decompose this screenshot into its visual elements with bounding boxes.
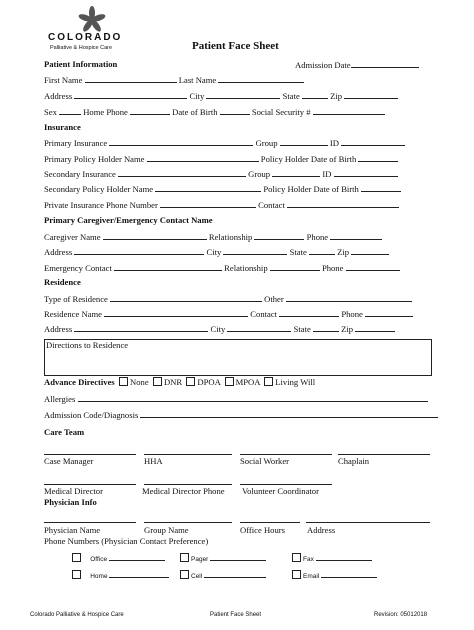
residence-phone-field[interactable] (365, 308, 413, 317)
residence-zip-label: Zip (341, 324, 354, 334)
caregiver-heading: Primary Caregiver/Emergency Contact Name (44, 215, 213, 225)
caregiver-relationship-label: Relationship (208, 232, 253, 242)
home-field[interactable] (109, 571, 169, 578)
directive-none-label: None (130, 377, 149, 387)
private-phone-label: Private Insurance Phone Number (44, 200, 158, 210)
cell-checkbox[interactable] (180, 570, 189, 579)
directive-mpoa-label: MPOA (235, 377, 260, 387)
residence-state-field[interactable] (313, 323, 339, 332)
residence-phone-label: Phone (341, 309, 363, 319)
sex-label: Sex (44, 107, 57, 117)
address-field[interactable] (74, 90, 187, 99)
primary-holder-field[interactable] (147, 153, 259, 162)
email-label: Email (303, 573, 320, 580)
directive-dpoa-label: DPOA (197, 377, 221, 387)
allergies-field[interactable] (78, 393, 428, 402)
primary-insurance-field[interactable] (109, 137, 253, 146)
home-checkbox[interactable] (72, 570, 81, 579)
emergency-contact-label: Emergency Contact (44, 263, 112, 273)
case-manager-label: Case Manager (44, 456, 94, 466)
residence-city-label: City (210, 324, 226, 334)
last-name-label: Last Name (178, 75, 217, 85)
secondary-id-label: ID (322, 169, 332, 179)
directive-none-checkbox[interactable] (119, 377, 128, 386)
dob-field[interactable] (220, 106, 250, 115)
chaplain-label: Chaplain (338, 456, 370, 466)
caregiver-city-label: City (206, 247, 222, 257)
page-title: Patient Face Sheet (192, 40, 279, 52)
ssn-label: Social Security # (251, 107, 311, 117)
residence-city-field[interactable] (227, 323, 291, 332)
group-name-label: Group Name (144, 525, 189, 535)
directive-dpoa-checkbox[interactable] (186, 377, 195, 386)
caregiver-phone-field[interactable] (330, 231, 382, 240)
first-name-field[interactable] (85, 74, 177, 83)
caregiver-name-field[interactable] (103, 231, 207, 240)
private-phone-field[interactable] (160, 199, 256, 208)
office-label: Office (90, 556, 108, 563)
residence-heading: Residence (44, 277, 81, 287)
directions-label: Directions to Residence (46, 340, 129, 350)
logo-word: COLORADO (48, 32, 123, 43)
secondary-group-field[interactable] (272, 168, 320, 177)
physician-address-label: Address (307, 525, 336, 535)
sex-field[interactable] (59, 106, 81, 115)
holder-dob-field[interactable] (358, 153, 398, 162)
chaplain-field[interactable] (338, 453, 430, 455)
physician-name-label: Physician Name (44, 525, 101, 535)
fax-field[interactable] (316, 554, 372, 561)
caregiver-zip-label: Zip (337, 247, 350, 257)
insurance-contact-field[interactable] (287, 199, 399, 208)
city-field[interactable] (206, 90, 280, 99)
residence-name-label: Residence Name (44, 309, 102, 319)
primary-id-field[interactable] (341, 137, 405, 146)
last-name-field[interactable] (218, 74, 304, 83)
secondary-insurance-label: Secondary Insurance (44, 169, 116, 179)
residence-type-label: Type of Residence (44, 294, 108, 304)
caregiver-address-label: Address (44, 247, 73, 257)
residence-contact-field[interactable] (279, 308, 339, 317)
volunteer-coordinator-field[interactable] (240, 483, 332, 485)
emergency-phone-field[interactable] (346, 262, 400, 271)
directive-living-will-checkbox[interactable] (264, 377, 273, 386)
residence-other-field[interactable] (286, 293, 412, 302)
secondary-holder-dob-label: Policy Holder Date of Birth (263, 184, 359, 194)
admission-code-field[interactable] (140, 409, 438, 418)
residence-zip-field[interactable] (355, 323, 395, 332)
cell-label: Cell (191, 573, 203, 580)
star-flower-icon (77, 6, 107, 32)
secondary-insurance-field[interactable] (118, 168, 246, 177)
residence-address-label: Address (44, 324, 73, 334)
state-field[interactable] (302, 90, 328, 99)
advance-directives-label: Advance Directives (44, 377, 115, 387)
residence-state-label: State (293, 324, 311, 334)
fax-checkbox[interactable] (292, 553, 301, 562)
office-hours-field[interactable] (240, 521, 300, 523)
secondary-holder-field[interactable] (155, 183, 261, 192)
volunteer-coordinator-label: Volunteer Coordinator (242, 486, 319, 496)
phone-numbers-label: Phone Numbers (Physician Contact Preference) (44, 536, 209, 546)
primary-id-label: ID (329, 138, 339, 148)
primary-holder-label: Primary Policy Holder Name (44, 154, 145, 164)
pager-checkbox[interactable] (180, 553, 189, 562)
caregiver-state-field[interactable] (309, 246, 335, 255)
allergies-label: Allergies (44, 394, 76, 404)
residence-name-field[interactable] (104, 308, 248, 317)
footer-center: Patient Face Sheet (210, 612, 262, 618)
state-label: State (282, 91, 300, 101)
directive-dnr-checkbox[interactable] (153, 377, 162, 386)
office-hours-label: Office Hours (240, 525, 285, 535)
residence-contact-label: Contact (250, 309, 278, 319)
office-checkbox[interactable] (72, 553, 81, 562)
holder-dob-label: Policy Holder Date of Birth (260, 154, 357, 164)
medical-director-phone-field[interactable] (144, 483, 232, 485)
caregiver-zip-field[interactable] (351, 246, 389, 255)
address-label: Address (44, 91, 73, 101)
hha-label: HHA (144, 456, 163, 466)
social-worker-field[interactable] (240, 453, 332, 455)
primary-group-field[interactable] (280, 137, 328, 146)
medical-director-phone-label: Medical Director Phone (142, 486, 225, 496)
home-phone-label: Home Phone (83, 107, 128, 117)
caregiver-name-label: Caregiver Name (44, 232, 101, 242)
admission-code-label: Admission Code/Diagnosis (44, 410, 139, 420)
care-team-heading: Care Team (44, 427, 85, 437)
fax-label: Fax (303, 556, 314, 563)
secondary-holder-dob-field[interactable] (361, 183, 401, 192)
logo (44, 6, 140, 54)
zip-label: Zip (330, 91, 343, 101)
office-field[interactable] (109, 554, 165, 561)
primary-group-label: Group (255, 138, 278, 148)
insurance-contact-label: Contact (258, 200, 285, 210)
city-label: City (189, 91, 205, 101)
directive-living-will-label: Living Will (275, 377, 316, 387)
medical-director-label: Medical Director (44, 486, 103, 496)
group-name-field[interactable] (144, 521, 232, 523)
patient-heading: Patient Information (44, 59, 118, 69)
zip-field[interactable] (344, 90, 398, 99)
email-checkbox[interactable] (292, 570, 301, 579)
admission-date-label: Admission Date (295, 60, 351, 70)
caregiver-address-field[interactable] (74, 246, 204, 255)
physician-name-field[interactable] (44, 521, 136, 523)
caregiver-state-label: State (289, 247, 307, 257)
emergency-relationship-field[interactable] (270, 262, 320, 271)
footer-left: Colorado Palliative & Hospice Care (30, 612, 124, 618)
emergency-phone-label: Phone (321, 263, 344, 273)
primary-insurance-label: Primary Insurance (44, 138, 108, 148)
hha-field[interactable] (144, 453, 232, 455)
physician-heading: Physician Info (44, 497, 97, 507)
insurance-heading: Insurance (44, 122, 81, 132)
first-name-label: First Name (44, 75, 83, 85)
admission-date-field[interactable] (351, 59, 419, 68)
email-field[interactable] (321, 571, 377, 578)
caregiver-city-field[interactable] (223, 246, 287, 255)
social-worker-label: Social Worker (240, 456, 290, 466)
emergency-contact-field[interactable] (114, 262, 222, 271)
footer-right: Revision: 05012018 (374, 612, 428, 618)
caregiver-phone-label: Phone (306, 232, 329, 242)
medical-director-field[interactable] (44, 483, 136, 485)
dob-label: Date of Birth (172, 107, 218, 117)
residence-address-field[interactable] (74, 323, 208, 332)
directive-mpoa-checkbox[interactable] (225, 377, 234, 386)
residence-other-label: Other (264, 294, 284, 304)
physician-address-field[interactable] (306, 521, 430, 523)
pager-field[interactable] (210, 554, 266, 561)
home-label: Home (90, 573, 108, 580)
home-phone-field[interactable] (130, 106, 170, 115)
secondary-holder-label: Secondary Policy Holder Name (44, 184, 154, 194)
pager-label: Pager (191, 556, 209, 563)
logo-subtitle: Palliative & Hospice Care (50, 45, 113, 51)
emergency-relationship-label: Relationship (224, 263, 268, 273)
case-manager-field[interactable] (44, 453, 136, 455)
secondary-group-label: Group (248, 169, 271, 179)
caregiver-relationship-field[interactable] (254, 231, 304, 240)
directive-dnr-label: DNR (163, 377, 183, 387)
secondary-id-field[interactable] (334, 168, 398, 177)
ssn-field[interactable] (313, 106, 385, 115)
cell-field[interactable] (204, 571, 266, 578)
residence-type-field[interactable] (110, 293, 262, 302)
